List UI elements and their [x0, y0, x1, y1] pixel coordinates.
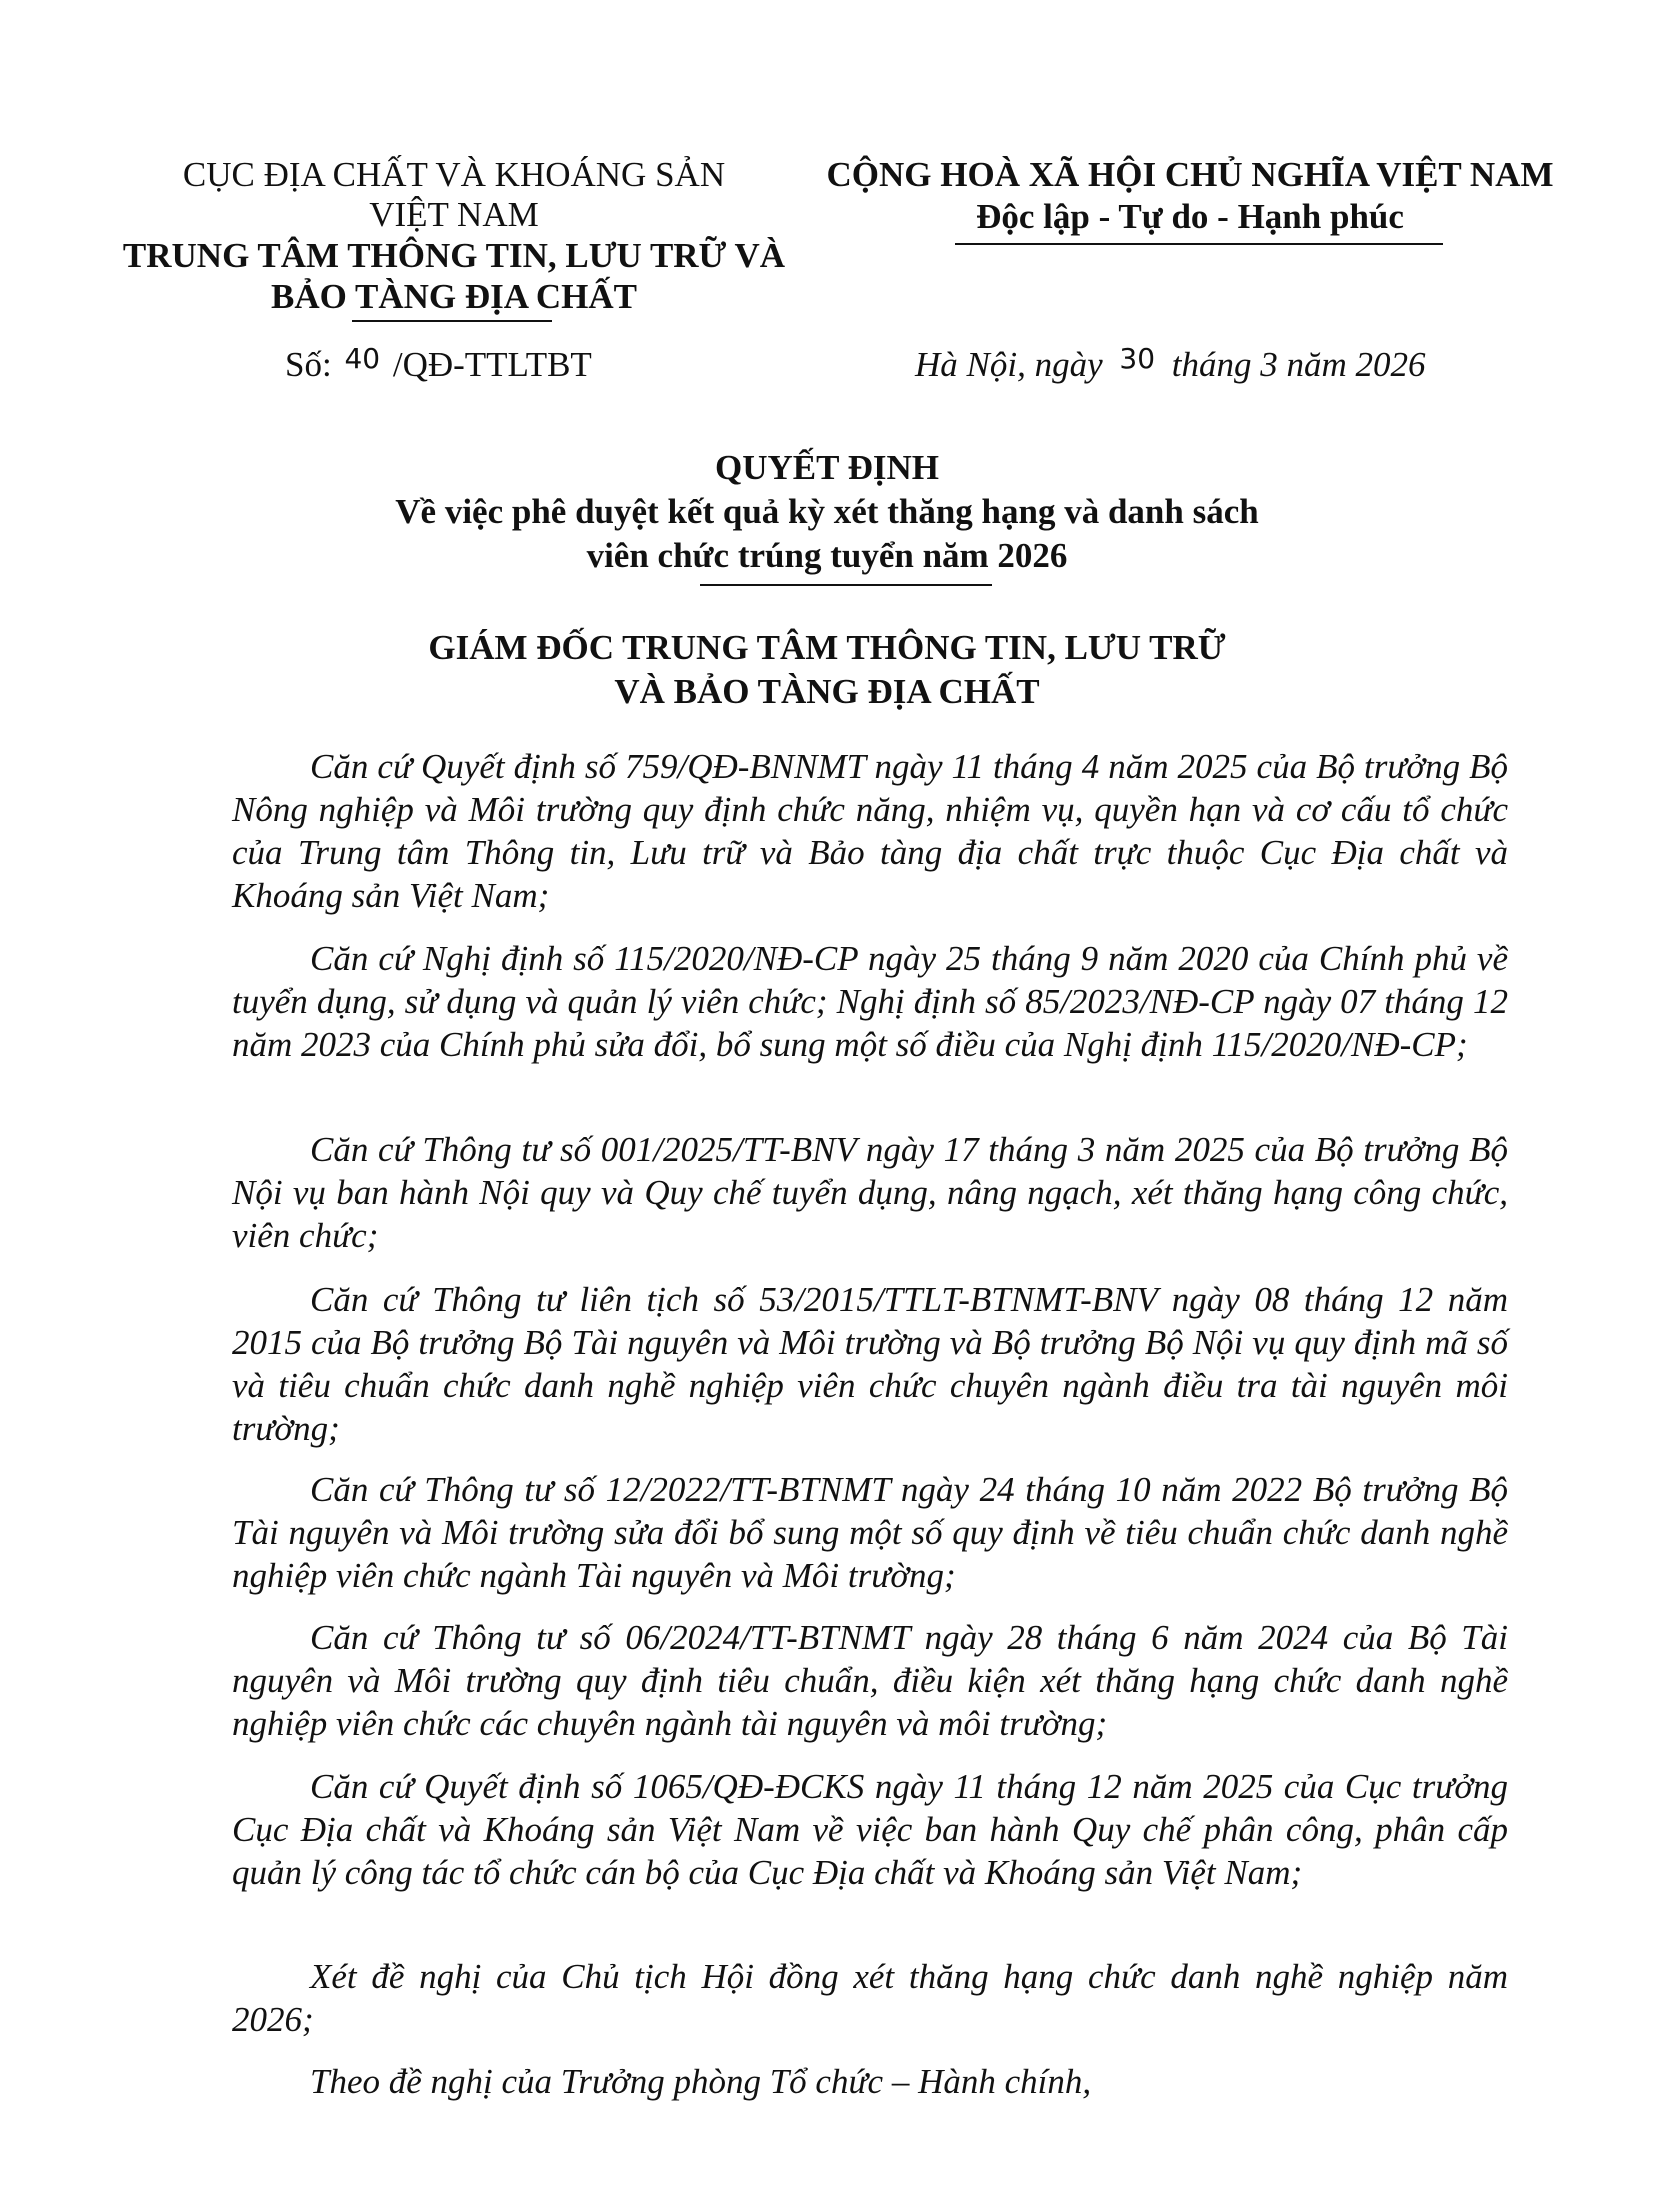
legal-basis-paragraph: Căn cứ Quyết định số 1065/QĐ-ĐCKS ngày 11 tháng 12 năm 2025 của Cục trưởng Cục Địa chất và Khoáng sản Việt Nam về việc ban hành Quy chế phân công, phân cấp quản lý công tác tổ chức cán bộ của Cục Địa chất và Khoáng sản Việt Nam; [232, 1767, 1508, 1892]
legal-basis-paragraph: Căn cứ Thông tư liên tịch số 53/2015/TTLT-BTNMT-BNV ngày 08 tháng 12 năm 2015 của Bộ trưởng Bộ Tài nguyên và Môi trường và Bộ trưởng Bộ Nội vụ quy định mã số và tiêu chuẩn chức danh nghề nghiệp viên chức chuyên ngành điều tra tài nguyên môi trường; [232, 1280, 1508, 1448]
legal-basis-paragraph: Căn cứ Thông tư số 12/2022/TT-BTNMT ngày 24 tháng 10 năm 2022 Bộ trưởng Bộ Tài nguyên và Môi trường sửa đổi bổ sung một số quy định về tiêu chuẩn chức danh nghề nghiệp viên chức ngành Tài nguyên và Môi trường; [232, 1470, 1508, 1595]
document-number-label: Số: [285, 345, 332, 384]
decision-title: QUYẾT ĐỊNH [715, 448, 939, 487]
agency-parent-line1: CỤC ĐỊA CHẤT VÀ KHOÁNG SẢN [182, 155, 726, 194]
document-date [915, 342, 1426, 387]
national-motto: Độc lập - Tự do - Hạnh phúc [976, 197, 1404, 236]
date-suffix: tháng 3 năm 2026 [1171, 345, 1426, 384]
date-day: 30 [1119, 342, 1156, 375]
proposal-paragraph: Theo đề nghị của Trưởng phòng Tổ chức – Hành chính, [310, 2062, 1092, 2101]
agency-name-line1: TRUNG TÂM THÔNG TIN, LƯU TRỮ VÀ [122, 236, 786, 275]
decision-subject-line2: viên chức trúng tuyển năm 2026 [586, 536, 1068, 575]
title-underline [700, 584, 992, 586]
national-title: CỘNG HOÀ XÃ HỘI CHỦ NGHĨA VIỆT NAM [826, 155, 1554, 194]
agency-parent-line2: VIỆT NAM [369, 195, 539, 234]
motto-underline [955, 243, 1443, 245]
decision-subject-line1: Về việc phê duyệt kết quả kỳ xét thăng hạng và danh sách [395, 492, 1259, 531]
document-number-code: /QĐ-TTLTBT [392, 345, 592, 384]
document-number-value: 40 [344, 342, 381, 375]
agency-underline [352, 320, 552, 322]
legal-basis-paragraph: Căn cứ Thông tư số 06/2024/TT-BTNMT ngày 28 tháng 6 năm 2024 của Bộ Tài nguyên và Môi trường quy định tiêu chuẩn, điều kiện xét thăng hạng chức danh nghề nghiệp viên chức các chuyên ngành tài nguyên và môi trường; [232, 1618, 1508, 1743]
authority-line2: VÀ BẢO TÀNG ĐỊA CHẤT [614, 672, 1040, 711]
legal-basis-paragraph: Căn cứ Quyết định số 759/QĐ-BNNMT ngày 11 tháng 4 năm 2025 của Bộ trưởng Bộ Nông nghiệp và Môi trường quy định chức năng, nhiệm vụ, quyền hạn và cơ cấu tổ chức của Trung tâm Thông tin, Lưu trữ và Bảo tàng địa chất trực thuộc Cục Địa chất và Khoáng sản Việt Nam; [232, 747, 1508, 915]
agency-name-line2: BẢO TÀNG ĐỊA CHẤT [271, 277, 637, 316]
document-number [285, 342, 592, 387]
legal-basis-paragraph: Căn cứ Thông tư số 001/2025/TT-BNV ngày 17 tháng 3 năm 2025 của Bộ trưởng Bộ Nội vụ ban hành Nội quy và Quy chế tuyển dụng, nâng ngạch, xét thăng hạng công chức, viên chức; [232, 1130, 1508, 1255]
proposal-paragraph: Xét đề nghị của Chủ tịch Hội đồng xét thăng hạng chức danh nghề nghiệp năm 2026; [232, 1957, 1508, 2039]
date-prefix: Hà Nội, ngày [915, 345, 1103, 384]
legal-basis-paragraph: Căn cứ Nghị định số 115/2020/NĐ-CP ngày 25 tháng 9 năm 2020 của Chính phủ về tuyển dụng, sử dụng và quản lý viên chức; Nghị định số 85/2023/NĐ-CP ngày 07 tháng 12 năm 2023 của Chính phủ sửa đổi, bổ sung một số điều của Nghị định 115/2020/NĐ-CP; [232, 939, 1508, 1064]
authority-line1: GIÁM ĐỐC TRUNG TÂM THÔNG TIN, LƯU TRỮ [428, 628, 1226, 667]
